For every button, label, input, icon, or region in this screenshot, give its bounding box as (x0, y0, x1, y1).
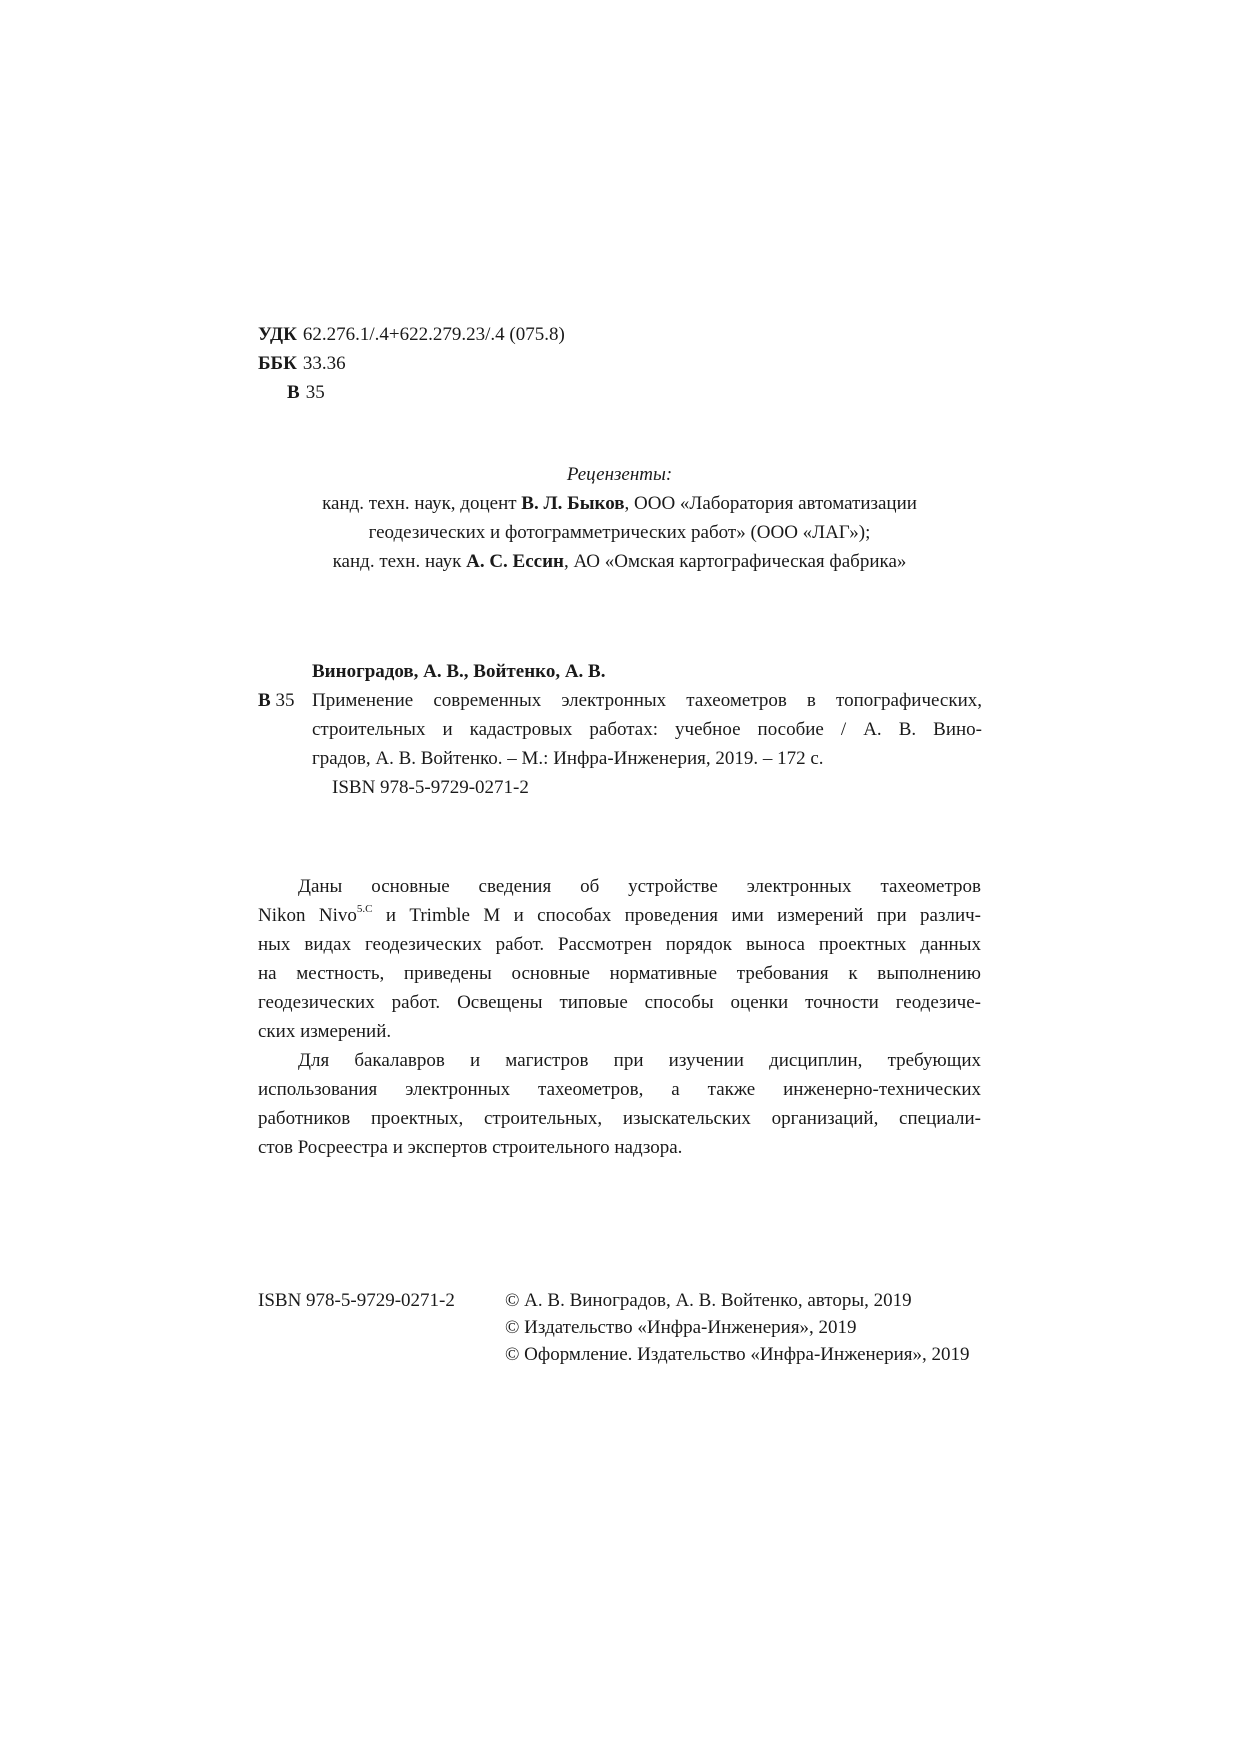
annotation-p1-line-3: ных видах геодезических работ. Рассмотрен порядок выноса проектных данных (258, 934, 981, 955)
copyright-line-3: © Оформление. Издательство «Инфра-Инженерия», 2019 (505, 1344, 970, 1365)
annotation-nikon-sup: 5.C (356, 902, 373, 915)
reviewer-1-line-1 (258, 490, 981, 517)
reviewer-2-name: А. С. Ессин (466, 551, 564, 572)
author-mark-line (287, 379, 325, 406)
bib-index (258, 687, 294, 714)
reviewer-2-line (258, 548, 981, 575)
annotation-nikon: Nikon Nivo (258, 905, 357, 926)
bib-line-1: Применение современных электронных тахеометров в топографических, (312, 690, 982, 711)
bib-authors: Виноградов, А. В., Войтенко, А. В. (312, 661, 606, 682)
annotation-p1-line-6: ских измерений. (258, 1021, 392, 1042)
annotation-p1-line-4: на местность, приведены основные нормативные требования к выполнению (258, 963, 981, 984)
annotation-p2-line-3: работников проектных, строительных, изыскательских организаций, специали- (258, 1108, 981, 1129)
udk-value: 62.276.1/.4+622.279.23/.4 (075.8) (302, 324, 565, 345)
annotation-p1-line-2-rest: и Trimble M и способах проведения ими измерений при различ- (372, 905, 981, 926)
reviewer-1-line-2: геодезических и фотограмметрических работ» (ООО «ЛАГ»); (368, 522, 871, 543)
reviewer-1-name: В. Л. Быков (521, 493, 625, 514)
annotation-p1-line-2 (258, 902, 981, 929)
bbk-label: ББК (258, 353, 297, 374)
reviewer-2-org: , АО «Омская картографическая фабрика» (563, 551, 907, 572)
annotation-p2-line-1: Для бакалавров и магистров при изучении дисциплин, требующих (298, 1050, 981, 1071)
annotation-p2-line-4: стов Росреестра и экспертов строительного надзора. (258, 1137, 683, 1158)
reviewers-heading: Рецензенты: (566, 464, 673, 485)
udk-label: УДК (258, 324, 297, 345)
bib-index-number: 35 (270, 690, 295, 711)
udk-line (258, 321, 565, 348)
reviewer-2-prefix: канд. техн. наук (332, 551, 467, 572)
annotation-p1-line-1: Даны основные сведения об устройстве электронных тахеометров (298, 876, 981, 897)
copyright-line-1: © А. В. Виноградов, А. В. Войтенко, авторы, 2019 (505, 1290, 912, 1311)
bib-line-3: градов, А. В. Войтенко. – М.: Инфра-Инженерия, 2019. – 172 с. (312, 748, 824, 769)
bbk-line (258, 350, 346, 377)
author-mark-value: 35 (305, 382, 325, 403)
reviewer-1-org-1: , ООО «Лаборатория автоматизации (624, 493, 917, 514)
bib-index-letter: В (258, 690, 271, 711)
annotation-p1-line-5: геодезических работ. Освещены типовые способы оценки точности геодезиче- (258, 992, 981, 1013)
copyright-isbn: ISBN 978-5-9729-0271-2 (258, 1290, 455, 1311)
author-mark-label: В (287, 382, 300, 403)
bbk-value: 33.36 (302, 353, 346, 374)
annotation-p2-line-2: использования электронных тахеометров, а также инженерно-технических (258, 1079, 981, 1100)
reviewer-1-prefix: канд. техн. наук, доцент (322, 493, 522, 514)
copyright-line-2: © Издательство «Инфра-Инженерия», 2019 (505, 1317, 857, 1338)
bib-line-2: строительных и кадастровых работах: учебное пособие / А. В. Вино- (312, 719, 982, 740)
bib-isbn: ISBN 978-5-9729-0271-2 (332, 777, 529, 798)
